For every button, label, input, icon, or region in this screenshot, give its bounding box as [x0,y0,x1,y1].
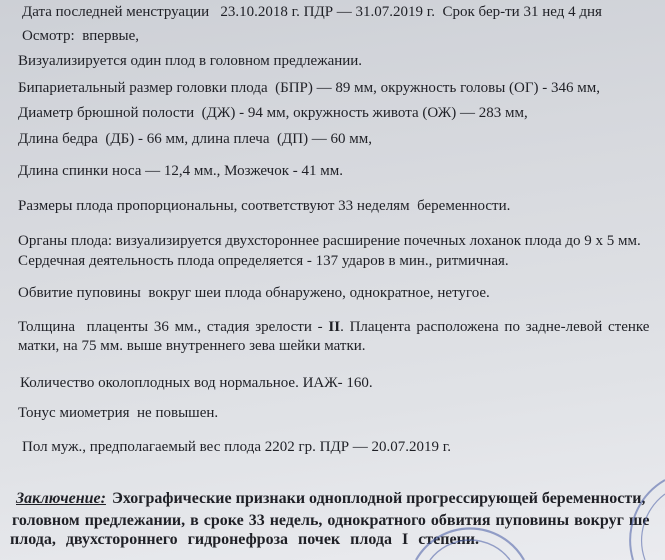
lmp-line: Дата последней менструации 23.10.2018 г. ПДР — 31.07.2019 г. Срок бер-ти 31 нед 4 дня [22,4,602,20]
presentation-line: Визуализируется один плод в головном предлежании. [18,53,363,69]
bpd-hc-line: Бипариетальный размер головки плода (БПР) — 89 мм, окружность головы (ОГ) - 346 мм, [18,80,601,96]
conclusion-line-3: плода, двухстороннего гидронефроза почек плода I степени. [10,531,480,548]
heart-line: Сердечная деятельность плода определяется - 137 ударов в мин., ритмичная. [18,253,509,269]
cord-line: Обвитие пуповины вокруг шеи плода обнаружено, однократное, нетугое. [18,285,490,301]
placenta-text-after: . Плацента расположена по задне-левой стенке [340,319,650,335]
placenta-stage: II [328,319,341,335]
organs-line: Органы плода: визуализируется двухстороннее расширение почечных лоханок плода до 9 х 5 мм. [18,233,641,249]
amniotic-line: Количество околоплодных вод нормальное. ИАЖ- 160. [20,375,373,391]
exam-line: Осмотр: впервые, [22,28,140,44]
tone-line: Тонус миометрия не повышен. [18,405,219,421]
placenta-continued-line: матки, на 75 мм. выше внутреннего зева шейки матки. [18,338,366,354]
proportions-line: Размеры плода пропорциональны, соответствуют 33 неделям беременности. [18,198,511,214]
ad-ac-line: Диаметр брюшной полости (ДЖ) - 94 мм, окружность живота (ОЖ) — 283 мм, [18,105,528,121]
conclusion-text-1: Эхографические признаки одноплодной прогрессирующей беременности, [111,490,646,507]
conclusion-line-2: головном предлежании, в сроке 33 недель, однократного обвития пуповины вокруг ше [12,512,650,529]
nasal-cerebellum-line: Длина спинки носа — 12,4 мм., Мозжечок - 41 мм. [18,163,343,179]
fl-hl-line: Длина бедра (ДБ) - 66 мм, длина плеча (ДП) — 60 мм, [18,131,373,147]
placenta-text-before: Толщина плаценты 36 мм., стадия зрелости - [18,319,329,335]
sex-weight-line: Пол муж., предполагаемый вес плода 2202 гр. ПДР — 20.07.2019 г. [22,439,452,455]
conclusion-label: Заключение: [16,490,106,507]
conclusion-line-1 [16,490,645,508]
placenta-line [18,319,649,336]
